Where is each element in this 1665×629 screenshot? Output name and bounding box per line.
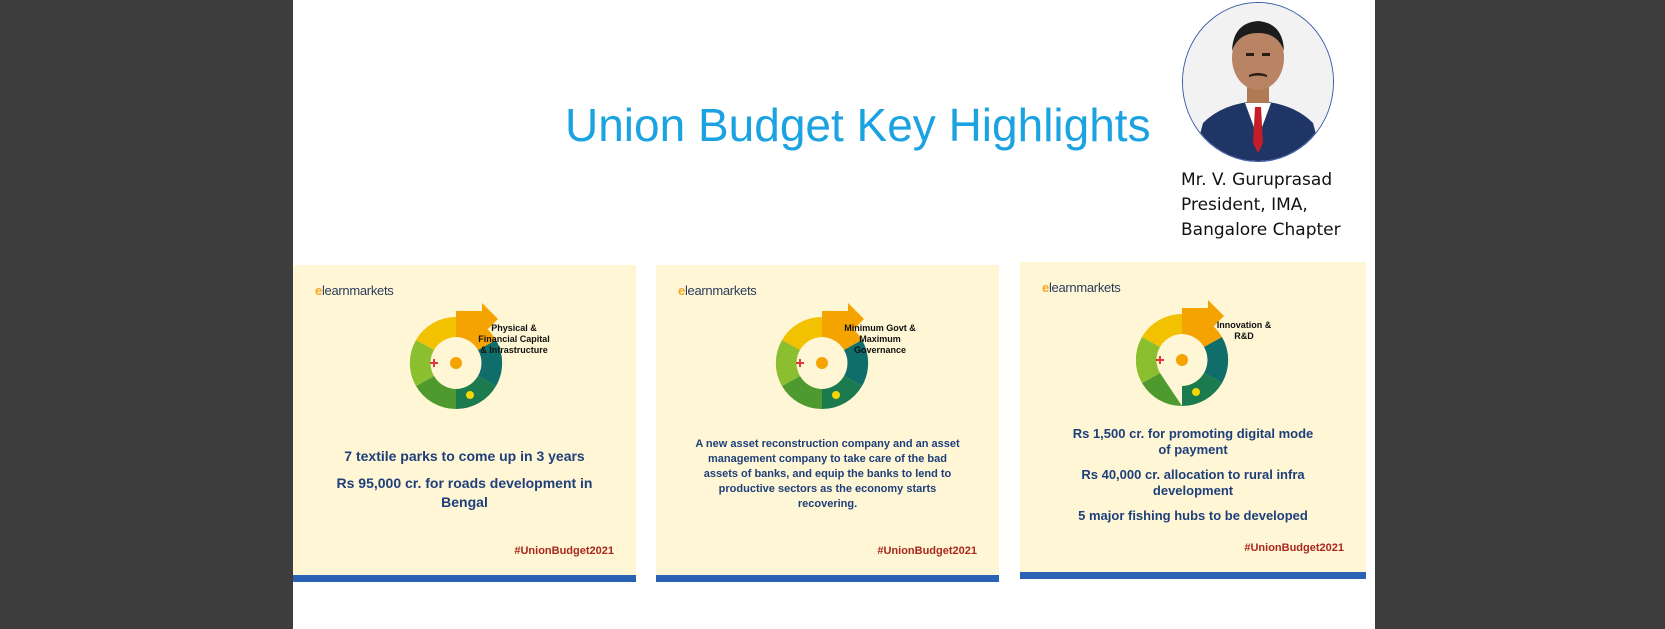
card-point: Rs 95,000 cr. for roads development in Bengal: [336, 475, 593, 510]
highlight-card-1: [293, 265, 636, 582]
speaker-portrait-icon: [1183, 3, 1333, 161]
hashtag: #UnionBudget2021: [877, 545, 977, 557]
card-point: A new asset reconstruction company and an asset management company to take care of the bad assets of banks, and equip the banks to lend to productive sectors as the economy starts recovering.: [695, 438, 960, 510]
card-points: [1020, 426, 1366, 524]
wheel-caption: Innovation & R&D: [1216, 320, 1272, 341]
card-points: [656, 437, 999, 512]
slide-title: Union Budget Key Highlights: [565, 99, 1151, 151]
speaker-caption: [1181, 168, 1341, 243]
card-points: [293, 447, 636, 512]
card-point: 5 major fishing hubs to be developed: [1078, 508, 1308, 523]
budget-wheel-icon: [1124, 300, 1274, 412]
highlight-card-2: [656, 265, 999, 582]
card-point: Rs 1,500 cr. for promoting digital mode of payment: [1072, 426, 1314, 457]
hashtag: #UnionBudget2021: [514, 545, 614, 557]
slide: [293, 0, 1375, 629]
brand-logo: elearnmarkets: [315, 283, 394, 298]
speaker-role: President, IMA,: [1181, 195, 1308, 215]
budget-wheel-icon: [764, 303, 914, 415]
card-point: Rs 40,000 cr. allocation to rural infra development: [1081, 467, 1305, 498]
wheel-caption: Minimum Govt & Maximum Governance: [844, 323, 916, 355]
card-point: 7 textile parks to come up in 3 years: [344, 448, 585, 464]
highlight-card-3: [1020, 262, 1366, 579]
brand-logo: elearnmarkets: [678, 283, 757, 298]
brand-logo: elearnmarkets: [1042, 280, 1121, 295]
budget-wheel-icon: [398, 303, 548, 415]
speaker-chapter: Bangalore Chapter: [1181, 220, 1341, 240]
speaker-name: Mr. V. Guruprasad: [1181, 170, 1333, 190]
wheel-caption: Physical & Financial Capital & Infrastructure: [478, 323, 550, 355]
speaker-photo: [1182, 2, 1334, 162]
hashtag: #UnionBudget2021: [1244, 542, 1344, 554]
